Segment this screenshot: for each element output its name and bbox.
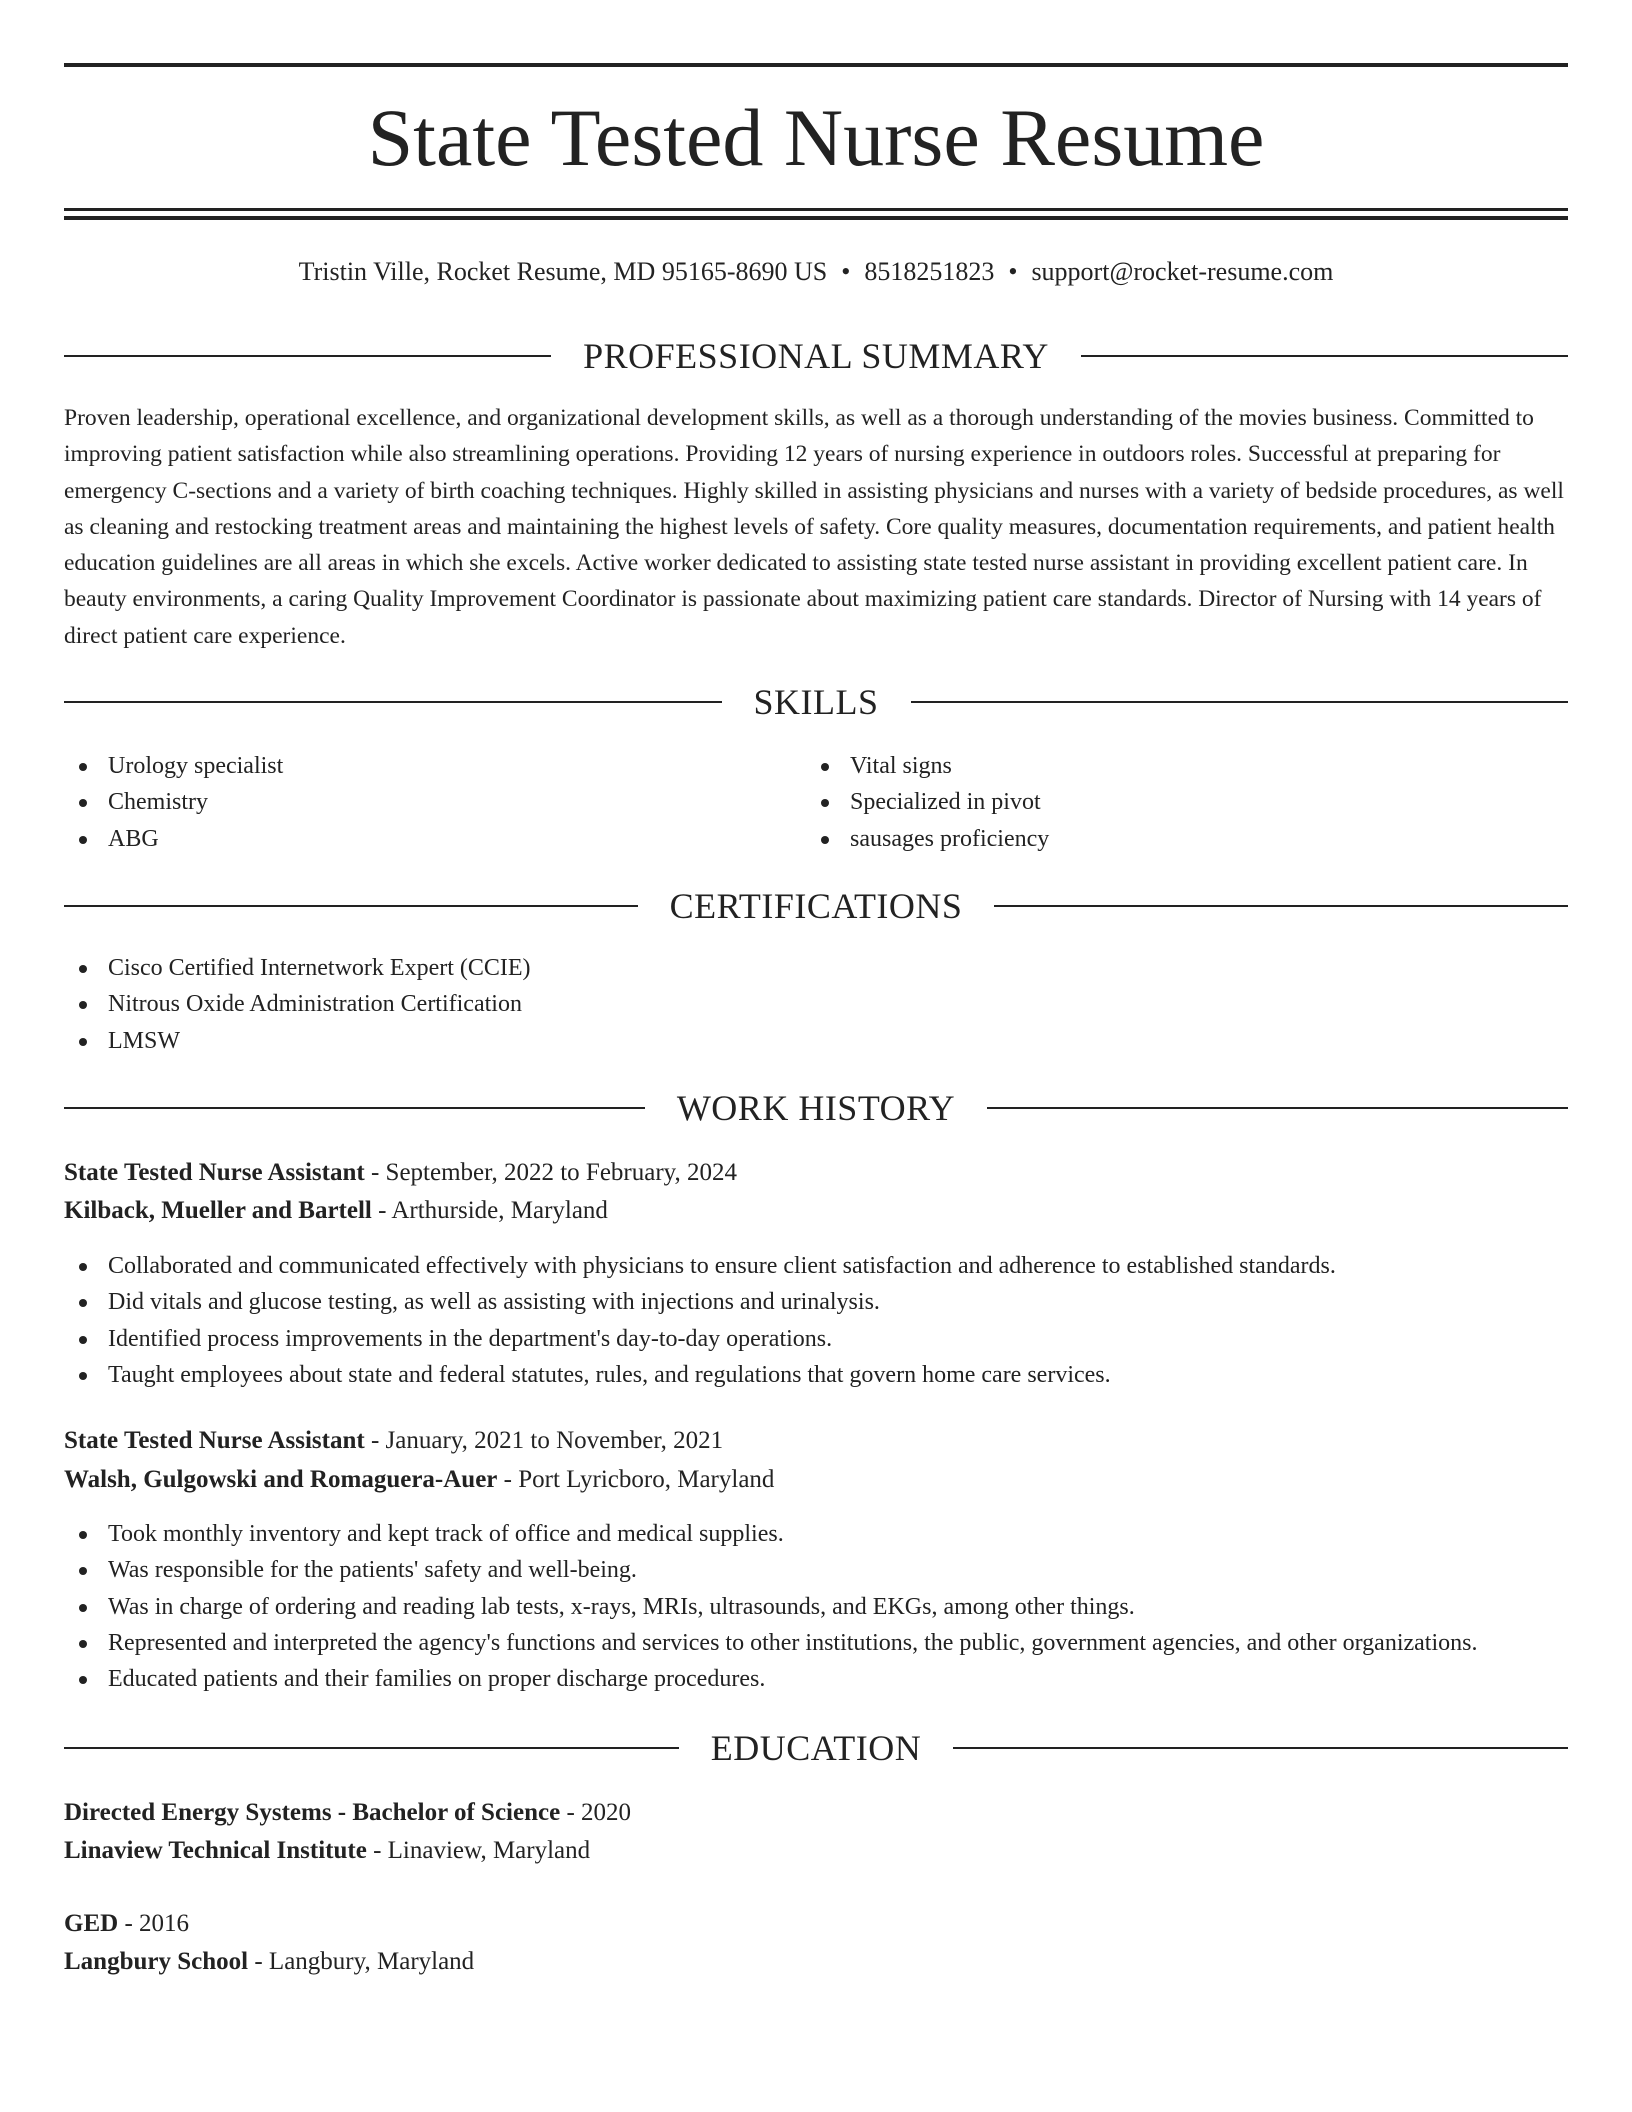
section-heading-skills: [64, 680, 1568, 724]
contact-phone: 8518251823: [864, 257, 995, 286]
summary-paragraph: Proven leadership, operational excellence, and organizational development skills, as well as a thorough understanding of the movies business. Committed to improving patient satisfaction while also streamlining operations. Providing 12 years of nursing experience in outdoors roles. Successful at preparing for emergency C-sections and a variety of birth coaching techniques. Highly skilled in assisting physicians and nurses with a variety of bedside procedures, as well as cleaning and restocking treatment areas and maintaining the highest levels of safety. Core quality measures, documentation requirements, and patient health education guidelines are all areas in which she excels. Active worker dedicated to assisting state tested nurse assistant in providing excellent patient care. In beauty environments, a caring Quality Improvement Coordinator is passionate about maximizing patient care standards. Director of Nursing with 14 years of direct patient care experience.: [64, 405, 1564, 649]
divider-line: [64, 355, 551, 357]
certification-item: LMSW: [64, 1023, 531, 1059]
education-year: - 2020: [560, 1799, 632, 1826]
resume-title: State Tested Nurse Resume: [367, 92, 1265, 183]
skill-item: Specialized in pivot: [806, 784, 1049, 820]
education-school: Langbury School: [64, 1948, 249, 1975]
section-heading-certifications: [64, 884, 1568, 928]
skill-item: Vital signs: [806, 748, 1049, 784]
job-duty-item: Represented and interpreted the agency's functions and services to other institutions, the public, government agencies, and other organizations.: [64, 1625, 1477, 1661]
section-title: CERTIFICATIONS: [669, 886, 963, 926]
contact-address: Tristin Ville, Rocket Resume, MD 95165-8690 US: [298, 257, 828, 286]
job-dates: - September, 2022 to February, 2024: [364, 1159, 738, 1186]
job-location: - Arthurside, Maryland: [371, 1197, 608, 1224]
section-title: WORK HISTORY: [676, 1088, 956, 1128]
skill-item: sausages proficiency: [806, 821, 1049, 857]
contact-separator: •: [1008, 257, 1018, 286]
job-dates: - January, 2021 to November, 2021: [364, 1427, 724, 1454]
contact-line: [64, 254, 1568, 290]
divider-line: [994, 905, 1568, 907]
contact-email: support@rocket-resume.com: [1031, 257, 1334, 286]
job-location: - Port Lyricboro, Maryland: [497, 1466, 775, 1493]
skills-list-right: [806, 748, 1049, 857]
job-duty-item: Taught employees about state and federal statutes, rules, and regulations that govern home care services.: [64, 1357, 1336, 1393]
education-school-line: [64, 1832, 590, 1870]
section-title: SKILLS: [753, 682, 879, 722]
job-title: State Tested Nurse Assistant: [64, 1159, 365, 1186]
divider-line: [64, 1107, 645, 1109]
education-degree: Directed Energy Systems - Bachelor of Science: [64, 1799, 561, 1826]
divider-line: [64, 701, 722, 703]
divider-line: [911, 701, 1569, 703]
divider-line: [1081, 355, 1568, 357]
job-duty-item: Was responsible for the patients' safety and well-being.: [64, 1552, 1477, 1588]
title-double-rule: [64, 208, 1568, 220]
job-title: State Tested Nurse Assistant: [64, 1427, 365, 1454]
skill-item: Urology specialist: [64, 748, 283, 784]
section-title: PROFESSIONAL SUMMARY: [583, 336, 1049, 376]
section-title: EDUCATION: [710, 1728, 922, 1768]
education-degree-line: [64, 1905, 189, 1943]
divider-line: [64, 905, 638, 907]
certification-item: Cisco Certified Internetwork Expert (CCIE): [64, 950, 531, 986]
certifications-list: [64, 950, 531, 1059]
job-duties-list: [64, 1248, 1336, 1393]
divider-line: [953, 1747, 1568, 1749]
education-school-line: [64, 1943, 474, 1981]
job-duty-item: Was in charge of ordering and reading lab tests, x-rays, MRIs, ultrasounds, and EKGs, among other things.: [64, 1589, 1477, 1625]
section-heading-work: [64, 1086, 1568, 1130]
divider-line: [987, 1107, 1568, 1109]
job-company: Walsh, Gulgowski and Romaguera-Auer: [64, 1466, 498, 1493]
education-location: - Langbury, Maryland: [248, 1948, 475, 1975]
education-school: Linaview Technical Institute: [64, 1837, 367, 1864]
skill-item: Chemistry: [64, 784, 283, 820]
job-duties-list: [64, 1516, 1477, 1697]
job-title-line: [64, 1422, 723, 1460]
divider-line: [64, 1747, 679, 1749]
education-year: - 2016: [118, 1910, 190, 1937]
education-degree-line: [64, 1794, 631, 1832]
job-duty-item: Collaborated and communicated effectively with physicians to ensure client satisfaction and adherence to established standards.: [64, 1248, 1336, 1284]
job-duty-item: Took monthly inventory and kept track of office and medical supplies.: [64, 1516, 1477, 1552]
job-duty-item: Identified process improvements in the department's day-to-day operations.: [64, 1321, 1336, 1357]
job-title-line: [64, 1154, 737, 1192]
job-company: Kilback, Mueller and Bartell: [64, 1197, 372, 1224]
education-degree: GED: [64, 1910, 119, 1937]
top-rule: [64, 63, 1568, 67]
skill-item: ABG: [64, 821, 283, 857]
job-duty-item: Did vitals and glucose testing, as well as assisting with injections and urinalysis.: [64, 1284, 1336, 1320]
certification-item: Nitrous Oxide Administration Certification: [64, 986, 531, 1022]
job-duty-item: Educated patients and their families on proper discharge procedures.: [64, 1661, 1477, 1697]
section-heading-education: [64, 1726, 1568, 1770]
section-heading-summary: [64, 334, 1568, 378]
job-company-line: [64, 1192, 608, 1230]
contact-separator: •: [841, 257, 851, 286]
skills-list-left: [64, 748, 283, 857]
education-location: - Linaview, Maryland: [366, 1837, 591, 1864]
job-company-line: [64, 1461, 774, 1499]
